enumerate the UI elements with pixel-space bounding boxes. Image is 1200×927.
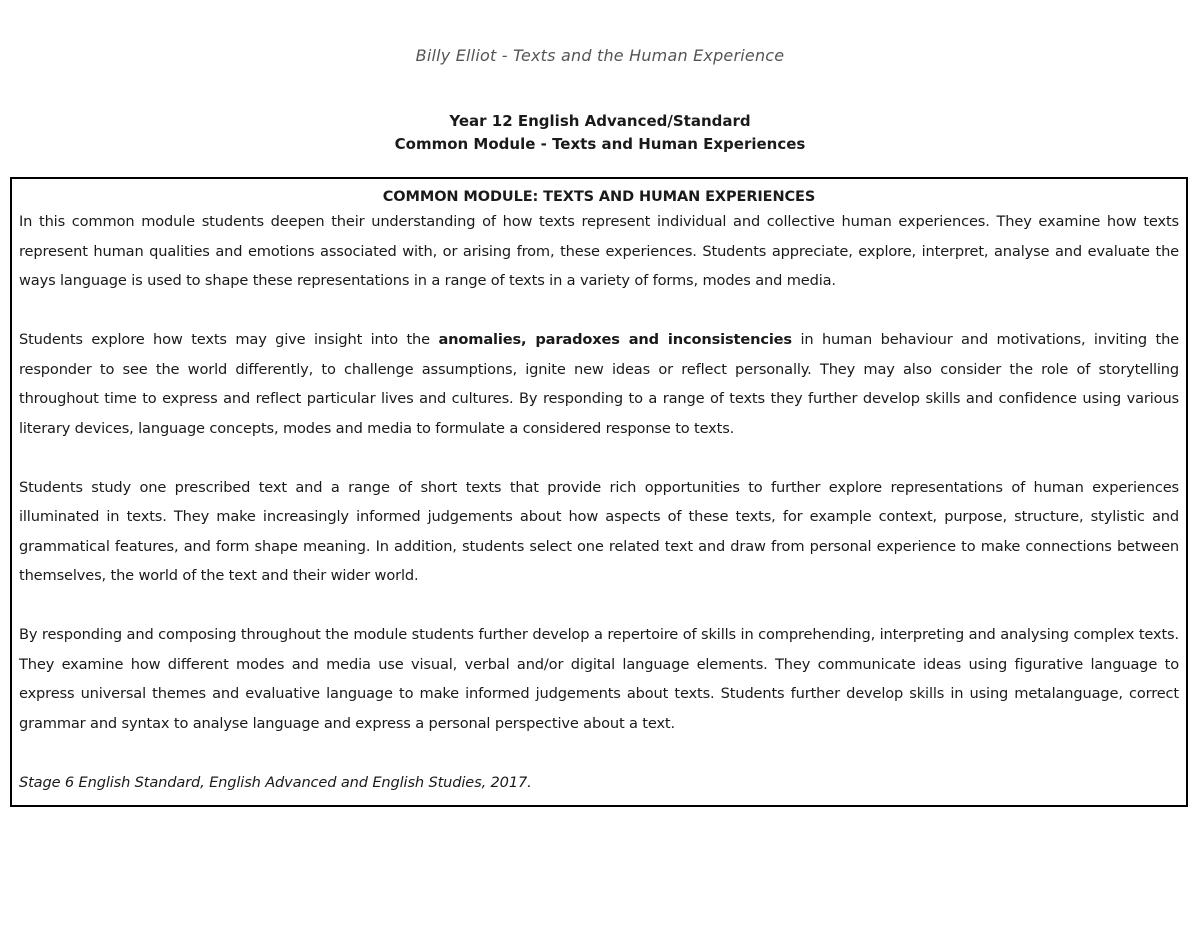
paragraph-overview: In this common module students deepen their understanding of how texts represent individual and collective human experiences. They examine how texts represent human qualities and emotions associated with, or arising from, these experiences. Students appreciate, explore, interpret, analyse and evaluate the ways language is used to shape these representations in a range of texts in a variety of forms, modes and media. [19, 213, 1179, 289]
running-title: Billy Elliot - Texts and the Human Experience [415, 46, 785, 65]
box-heading: COMMON MODULE: TEXTS AND HUMAN EXPERIENCES [382, 189, 816, 205]
paragraph-insight-emphasis: anomalies, paradoxes and inconsistencies [438, 331, 792, 348]
paragraph-insight [19, 325, 1179, 443]
paragraph-skills: By responding and composing throughout the module students further develop a repertoire of skills in comprehending, interpreting and analysing complex texts. They examine how different modes and media use visual, verbal and/or digital language elements. They communicate ideas using figurative language to express universal themes and evaluative language to make informed judgements about texts. Students further develop skills in using metalanguage, correct grammar and syntax to analyse language and express a personal perspective about a text. [19, 626, 1179, 732]
module-description-box [10, 177, 1188, 807]
paragraph-insight-lead: Students explore how texts may give insight into the [19, 331, 439, 348]
document-heading [0, 110, 1200, 156]
paragraph-insight-rest: in human behaviour and motivations, inviting the responder to see the world differently, to challenge assumptions, ignite new ideas or reflect personally. They may also consider the role of storytelling throughout time to express and reflect particular lives and cultures. By responding to a range of texts they further develop skills and confidence using various literary devices, language concepts, modes and media to formulate a considered response to texts. [19, 331, 1179, 437]
heading-module: Common Module - Texts and Human Experiences [394, 135, 806, 153]
paragraph-texts-study: Students study one prescribed text and a range of short texts that provide rich opportunities to further explore representations of human experiences illuminated in texts. They make increasingly informed judgements about how aspects of these texts, for example context, purpose, structure, stylistic and grammatical features, and form shape meaning. In addition, students select one related text and draw from personal experience to make connections between themselves, the world of the text and their wider world. [19, 478, 1179, 584]
heading-course: Year 12 English Advanced/Standard [449, 112, 751, 130]
citation: Stage 6 English Standard, English Advanced and English Studies, 2017. [19, 773, 532, 791]
